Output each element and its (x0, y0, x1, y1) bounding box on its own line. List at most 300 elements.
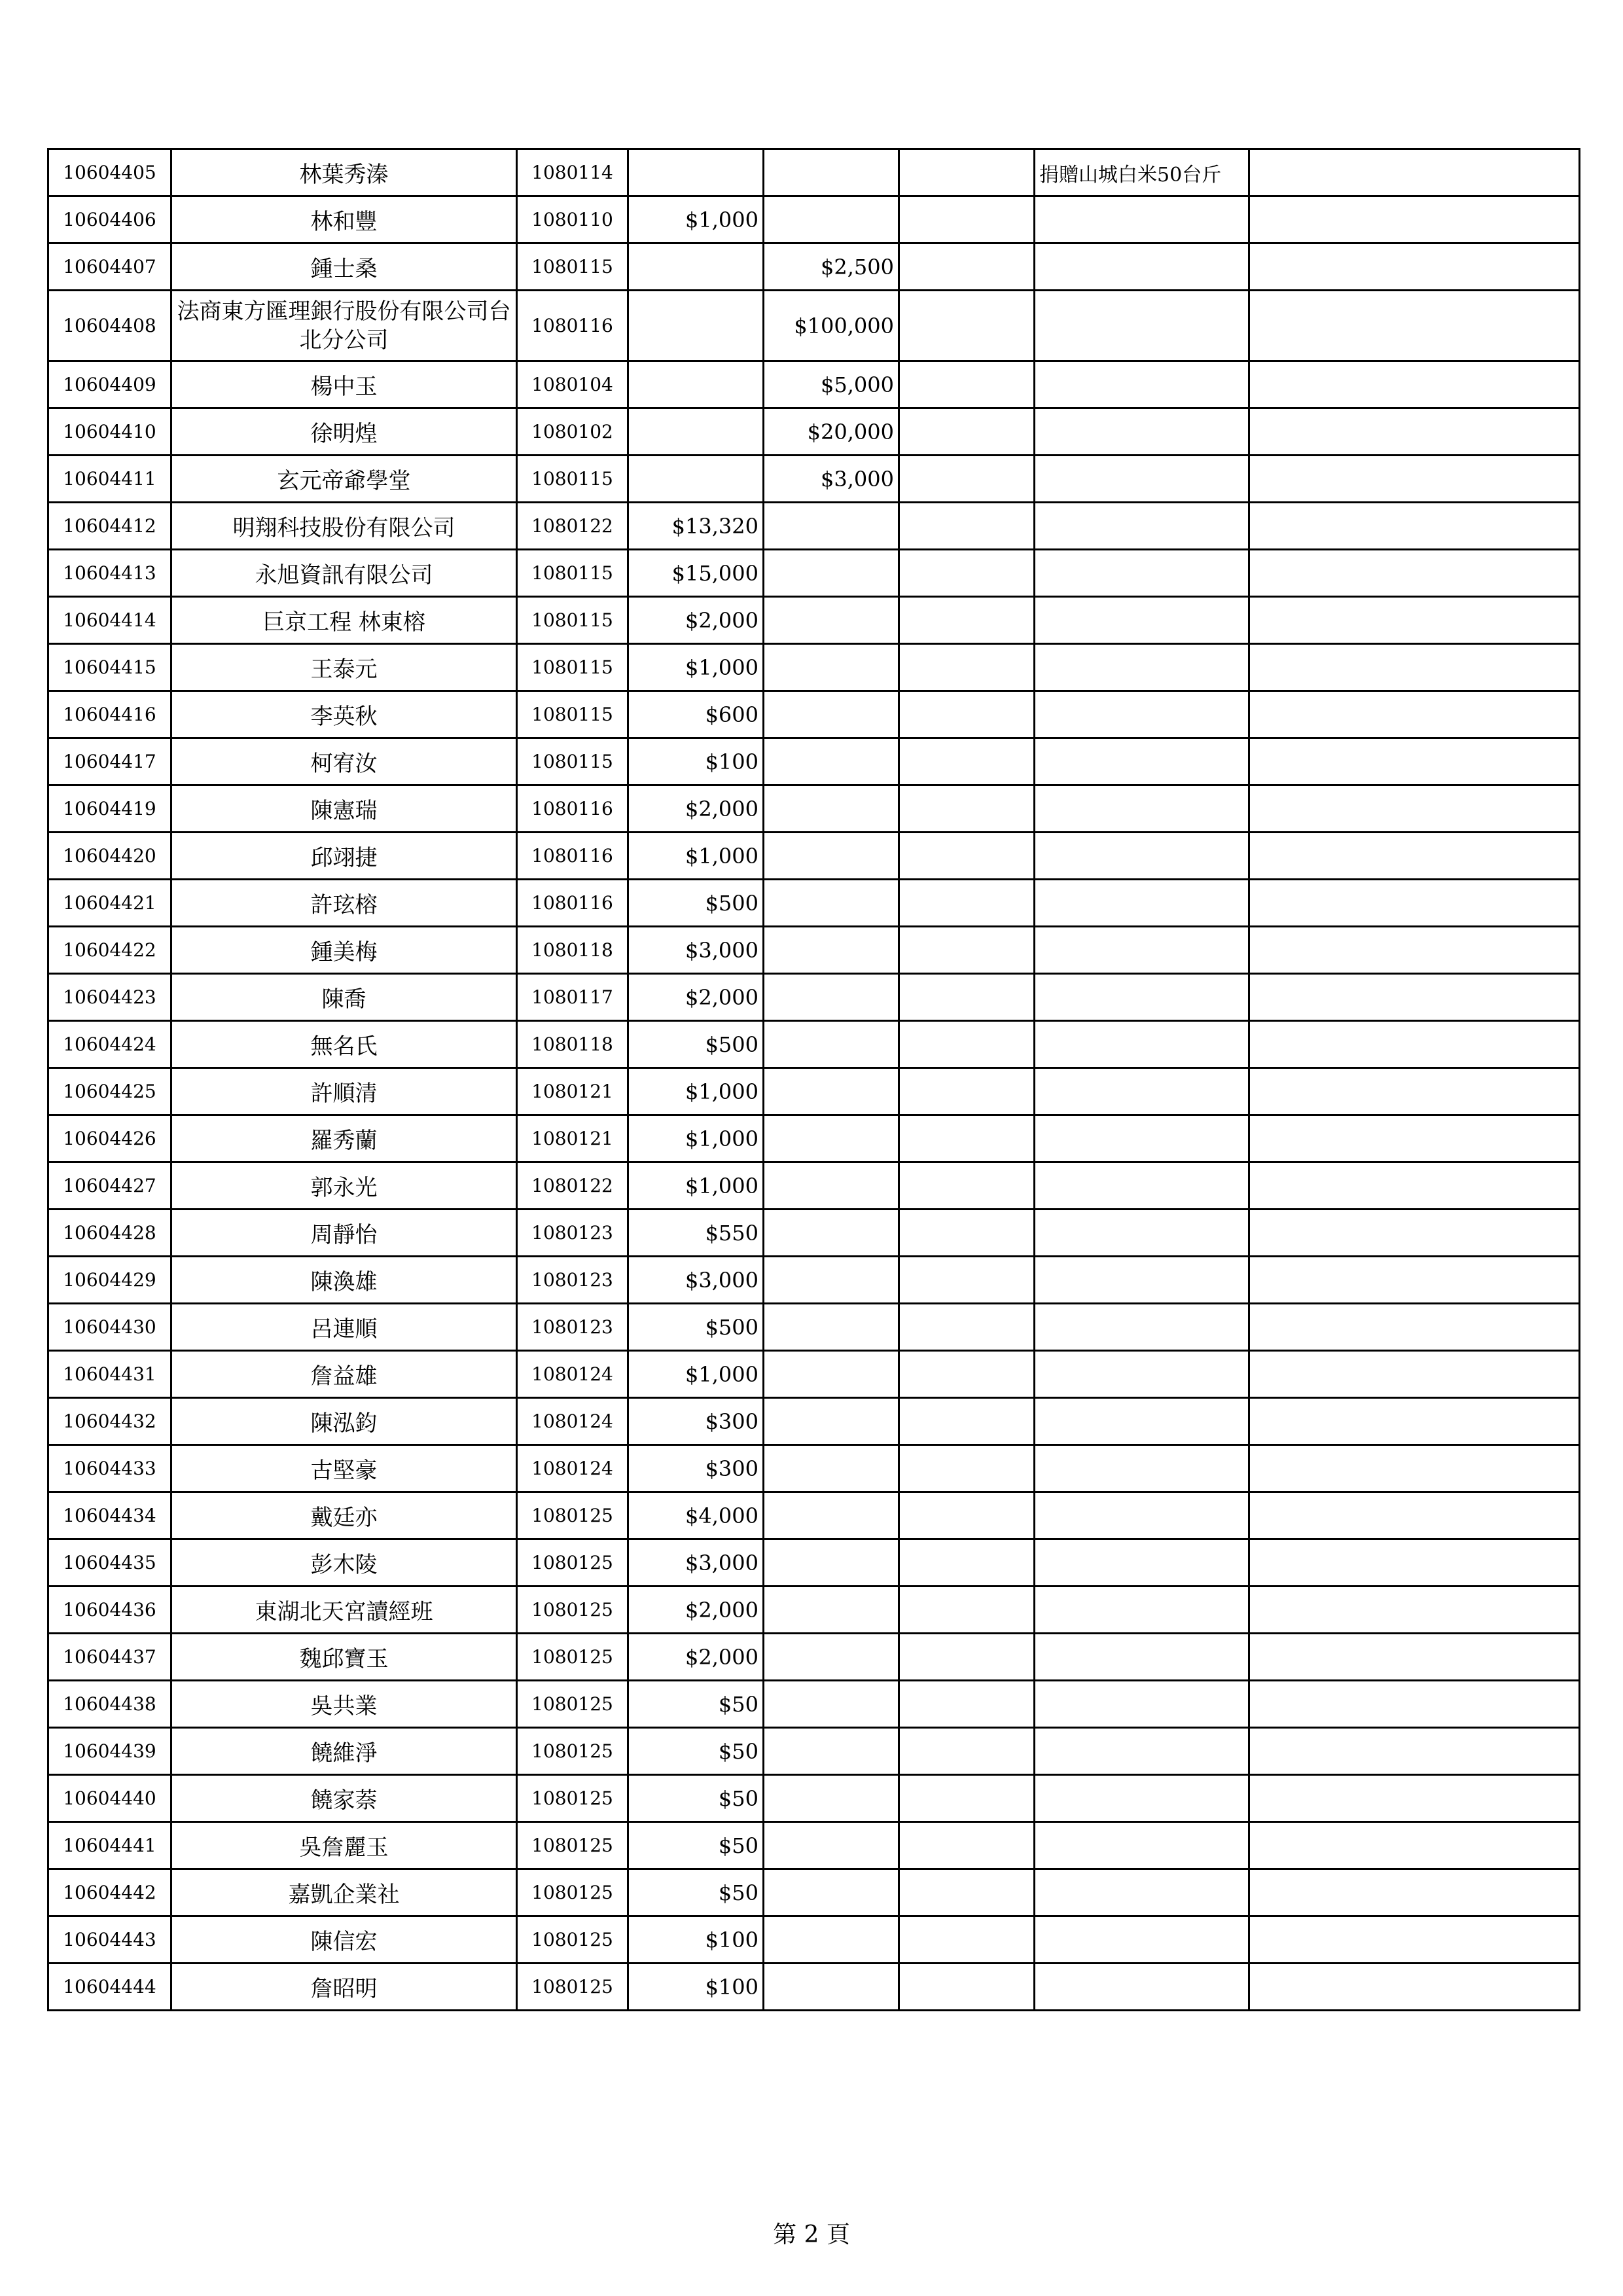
donor-name-cell: 楊中玉 (171, 361, 517, 408)
transfer-amount-cell (764, 1210, 899, 1257)
donor-name-cell: 永旭資訊有限公司 (171, 550, 517, 597)
date-cell: 1080118 (517, 927, 628, 974)
donor-id-cell: 10604420 (48, 833, 171, 880)
cash-amount-cell: $50 (628, 1869, 764, 1916)
note-cell (1035, 1115, 1249, 1162)
other-amount-cell (899, 550, 1035, 597)
cash-amount-cell: $300 (628, 1445, 764, 1492)
date-cell: 1080110 (517, 196, 628, 243)
remark-cell (1249, 243, 1580, 291)
remark-cell (1249, 880, 1580, 927)
donor-id-cell: 10604415 (48, 644, 171, 691)
transfer-amount-cell (764, 1916, 899, 1964)
note-cell (1035, 1210, 1249, 1257)
donor-name-cell: 鍾士桑 (171, 243, 517, 291)
donor-name-cell: 許玹榕 (171, 880, 517, 927)
other-amount-cell (899, 644, 1035, 691)
cash-amount-cell (628, 361, 764, 408)
donor-id-cell: 10604433 (48, 1445, 171, 1492)
note-cell (1035, 1068, 1249, 1115)
note-cell (1035, 196, 1249, 243)
date-cell: 1080125 (517, 1775, 628, 1822)
date-cell: 1080116 (517, 291, 628, 361)
table-row (48, 785, 1580, 833)
donor-id-cell: 10604430 (48, 1304, 171, 1351)
cash-amount-cell: $2,000 (628, 1587, 764, 1634)
remark-cell (1249, 1445, 1580, 1492)
table-row (48, 1021, 1580, 1068)
remark-cell (1249, 1115, 1580, 1162)
note-cell (1035, 1634, 1249, 1681)
donor-id-cell: 10604438 (48, 1681, 171, 1728)
donor-id-cell: 10604437 (48, 1634, 171, 1681)
date-cell: 1080125 (517, 1681, 628, 1728)
other-amount-cell (899, 1115, 1035, 1162)
other-amount-cell (899, 1869, 1035, 1916)
donor-name-cell: 饒維淨 (171, 1728, 517, 1775)
donor-id-cell: 10604410 (48, 408, 171, 456)
transfer-amount-cell: $2,500 (764, 243, 899, 291)
donor-name-cell: 林和豐 (171, 196, 517, 243)
note-cell (1035, 785, 1249, 833)
cash-amount-cell: $1,000 (628, 1162, 764, 1210)
note-cell (1035, 361, 1249, 408)
cash-amount-cell (628, 408, 764, 456)
cash-amount-cell: $4,000 (628, 1492, 764, 1539)
remark-cell (1249, 1822, 1580, 1869)
donor-name-cell: 古堅豪 (171, 1445, 517, 1492)
donor-id-cell: 10604442 (48, 1869, 171, 1916)
date-cell: 1080124 (517, 1445, 628, 1492)
note-cell (1035, 974, 1249, 1021)
donor-name-cell: 陳憲瑞 (171, 785, 517, 833)
table-row (48, 927, 1580, 974)
donor-id-cell: 10604407 (48, 243, 171, 291)
donor-id-cell: 10604432 (48, 1398, 171, 1445)
donor-name-cell: 玄元帝爺學堂 (171, 456, 517, 503)
cash-amount-cell (628, 243, 764, 291)
table-row (48, 1445, 1580, 1492)
transfer-amount-cell (764, 691, 899, 738)
note-cell (1035, 1492, 1249, 1539)
note-cell: 捐贈山城白米50台斤 (1035, 149, 1249, 196)
donor-name-cell: 柯宥汝 (171, 738, 517, 785)
table-row (48, 880, 1580, 927)
other-amount-cell (899, 738, 1035, 785)
date-cell: 1080125 (517, 1634, 628, 1681)
table-row (48, 149, 1580, 196)
cash-amount-cell: $100 (628, 1916, 764, 1964)
date-cell: 1080125 (517, 1916, 628, 1964)
table-row (48, 1634, 1580, 1681)
note-cell (1035, 456, 1249, 503)
table-row (48, 1587, 1580, 1634)
table-row (48, 408, 1580, 456)
other-amount-cell (899, 1539, 1035, 1587)
date-cell: 1080125 (517, 1539, 628, 1587)
date-cell: 1080116 (517, 833, 628, 880)
cash-amount-cell: $2,000 (628, 597, 764, 644)
transfer-amount-cell (764, 644, 899, 691)
table-row (48, 1964, 1580, 2011)
remark-cell (1249, 149, 1580, 196)
donor-name-cell: 巨京工程 林東榕 (171, 597, 517, 644)
transfer-amount-cell (764, 1681, 899, 1728)
date-cell: 1080123 (517, 1304, 628, 1351)
page-number: 第 2 頁 (773, 2221, 850, 2248)
table-row (48, 1822, 1580, 1869)
other-amount-cell (899, 1445, 1035, 1492)
donor-name-cell: 戴廷亦 (171, 1492, 517, 1539)
table-row (48, 1398, 1580, 1445)
other-amount-cell (899, 927, 1035, 974)
remark-cell (1249, 1257, 1580, 1304)
cash-amount-cell (628, 149, 764, 196)
transfer-amount-cell (764, 1257, 899, 1304)
donor-name-cell: 羅秀蘭 (171, 1115, 517, 1162)
transfer-amount-cell (764, 833, 899, 880)
table-row (48, 1351, 1580, 1398)
note-cell (1035, 833, 1249, 880)
other-amount-cell (899, 1068, 1035, 1115)
table-row (48, 1492, 1580, 1539)
table-row (48, 1257, 1580, 1304)
table-row (48, 833, 1580, 880)
donor-name-cell: 詹昭明 (171, 1964, 517, 2011)
transfer-amount-cell (764, 550, 899, 597)
donor-name-cell: 陳泓鈞 (171, 1398, 517, 1445)
transfer-amount-cell (764, 1775, 899, 1822)
donor-name-cell: 王泰元 (171, 644, 517, 691)
remark-cell (1249, 550, 1580, 597)
note-cell (1035, 1021, 1249, 1068)
transfer-amount-cell (764, 927, 899, 974)
cash-amount-cell: $550 (628, 1210, 764, 1257)
transfer-amount-cell: $20,000 (764, 408, 899, 456)
date-cell: 1080116 (517, 880, 628, 927)
donor-id-cell: 10604413 (48, 550, 171, 597)
cash-amount-cell: $1,000 (628, 196, 764, 243)
remark-cell (1249, 1210, 1580, 1257)
table-row (48, 1304, 1580, 1351)
donor-id-cell: 10604441 (48, 1822, 171, 1869)
transfer-amount-cell (764, 1068, 899, 1115)
other-amount-cell (899, 1210, 1035, 1257)
transfer-amount-cell (764, 1964, 899, 2011)
note-cell (1035, 597, 1249, 644)
date-cell: 1080115 (517, 243, 628, 291)
date-cell: 1080115 (517, 691, 628, 738)
transfer-amount-cell (764, 738, 899, 785)
donor-id-cell: 10604405 (48, 149, 171, 196)
donor-id-cell: 10604440 (48, 1775, 171, 1822)
note-cell (1035, 1587, 1249, 1634)
transfer-amount-cell (764, 1304, 899, 1351)
remark-cell (1249, 974, 1580, 1021)
note-cell (1035, 644, 1249, 691)
table-row (48, 1869, 1580, 1916)
other-amount-cell (899, 1916, 1035, 1964)
date-cell: 1080125 (517, 1822, 628, 1869)
table-row (48, 644, 1580, 691)
donor-name-cell: 林葉秀溱 (171, 149, 517, 196)
donor-id-cell: 10604427 (48, 1162, 171, 1210)
cash-amount-cell: $1,000 (628, 833, 764, 880)
other-amount-cell (899, 291, 1035, 361)
transfer-amount-cell (764, 1021, 899, 1068)
cash-amount-cell: $600 (628, 691, 764, 738)
table-row (48, 1681, 1580, 1728)
remark-cell (1249, 833, 1580, 880)
donor-id-cell: 10604414 (48, 597, 171, 644)
donation-table (47, 148, 1580, 2011)
remark-cell (1249, 1587, 1580, 1634)
remark-cell (1249, 1539, 1580, 1587)
table-row (48, 1068, 1580, 1115)
donor-id-cell: 10604444 (48, 1964, 171, 2011)
cash-amount-cell: $2,000 (628, 974, 764, 1021)
table-row (48, 1916, 1580, 1964)
table-row (48, 1539, 1580, 1587)
donor-id-cell: 10604419 (48, 785, 171, 833)
other-amount-cell (899, 456, 1035, 503)
note-cell (1035, 1775, 1249, 1822)
transfer-amount-cell: $3,000 (764, 456, 899, 503)
table-row (48, 503, 1580, 550)
transfer-amount-cell (764, 1539, 899, 1587)
table-row (48, 597, 1580, 644)
remark-cell (1249, 1162, 1580, 1210)
other-amount-cell (899, 149, 1035, 196)
note-cell (1035, 1351, 1249, 1398)
donor-name-cell: 嘉凱企業社 (171, 1869, 517, 1916)
transfer-amount-cell: $5,000 (764, 361, 899, 408)
donor-id-cell: 10604425 (48, 1068, 171, 1115)
donor-id-cell: 10604408 (48, 291, 171, 361)
cash-amount-cell: $100 (628, 738, 764, 785)
other-amount-cell (899, 597, 1035, 644)
other-amount-cell (899, 1021, 1035, 1068)
note-cell (1035, 1728, 1249, 1775)
date-cell: 1080118 (517, 1021, 628, 1068)
remark-cell (1249, 1869, 1580, 1916)
remark-cell (1249, 1021, 1580, 1068)
other-amount-cell (899, 880, 1035, 927)
remark-cell (1249, 644, 1580, 691)
remark-cell (1249, 1068, 1580, 1115)
cash-amount-cell (628, 456, 764, 503)
donor-name-cell: 饒家萘 (171, 1775, 517, 1822)
transfer-amount-cell (764, 1634, 899, 1681)
donor-name-cell: 詹益雄 (171, 1351, 517, 1398)
donor-id-cell: 10604443 (48, 1916, 171, 1964)
date-cell: 1080114 (517, 149, 628, 196)
remark-cell (1249, 1775, 1580, 1822)
donor-id-cell: 10604435 (48, 1539, 171, 1587)
donor-name-cell: 彭木陵 (171, 1539, 517, 1587)
cash-amount-cell: $3,000 (628, 927, 764, 974)
other-amount-cell (899, 243, 1035, 291)
table-body (48, 149, 1580, 2011)
date-cell: 1080122 (517, 503, 628, 550)
table-row (48, 1210, 1580, 1257)
remark-cell (1249, 361, 1580, 408)
donor-id-cell: 10604429 (48, 1257, 171, 1304)
note-cell (1035, 691, 1249, 738)
date-cell: 1080116 (517, 785, 628, 833)
cash-amount-cell: $50 (628, 1775, 764, 1822)
donor-name-cell: 明翔科技股份有限公司 (171, 503, 517, 550)
transfer-amount-cell (764, 597, 899, 644)
note-cell (1035, 408, 1249, 456)
date-cell: 1080115 (517, 456, 628, 503)
table-row (48, 243, 1580, 291)
donor-name-cell: 陳渙雄 (171, 1257, 517, 1304)
table-row (48, 291, 1580, 361)
donor-id-cell: 10604411 (48, 456, 171, 503)
cash-amount-cell: $3,000 (628, 1257, 764, 1304)
other-amount-cell (899, 1634, 1035, 1681)
date-cell: 1080121 (517, 1115, 628, 1162)
other-amount-cell (899, 1398, 1035, 1445)
cash-amount-cell: $50 (628, 1728, 764, 1775)
note-cell (1035, 1916, 1249, 1964)
donor-name-cell: 魏邱寶玉 (171, 1634, 517, 1681)
other-amount-cell (899, 503, 1035, 550)
date-cell: 1080117 (517, 974, 628, 1021)
other-amount-cell (899, 974, 1035, 1021)
date-cell: 1080124 (517, 1351, 628, 1398)
cash-amount-cell: $500 (628, 880, 764, 927)
remark-cell (1249, 1351, 1580, 1398)
donor-id-cell: 10604434 (48, 1492, 171, 1539)
cash-amount-cell: $2,000 (628, 785, 764, 833)
remark-cell (1249, 1916, 1580, 1964)
note-cell (1035, 738, 1249, 785)
cash-amount-cell: $1,000 (628, 644, 764, 691)
donor-id-cell: 10604436 (48, 1587, 171, 1634)
cash-amount-cell: $15,000 (628, 550, 764, 597)
donor-id-cell: 10604426 (48, 1115, 171, 1162)
remark-cell (1249, 1634, 1580, 1681)
transfer-amount-cell (764, 974, 899, 1021)
cash-amount-cell (628, 291, 764, 361)
table-row (48, 361, 1580, 408)
donor-name-cell: 陳喬 (171, 974, 517, 1021)
cash-amount-cell: $500 (628, 1304, 764, 1351)
remark-cell (1249, 503, 1580, 550)
date-cell: 1080115 (517, 597, 628, 644)
transfer-amount-cell (764, 1115, 899, 1162)
table-row (48, 974, 1580, 1021)
note-cell (1035, 503, 1249, 550)
other-amount-cell (899, 361, 1035, 408)
note-cell (1035, 1162, 1249, 1210)
remark-cell (1249, 1492, 1580, 1539)
table-row (48, 738, 1580, 785)
donor-id-cell: 10604406 (48, 196, 171, 243)
remark-cell (1249, 1304, 1580, 1351)
table-row (48, 196, 1580, 243)
remark-cell (1249, 691, 1580, 738)
table-row (48, 1728, 1580, 1775)
date-cell: 1080123 (517, 1257, 628, 1304)
remark-cell (1249, 1964, 1580, 2011)
transfer-amount-cell (764, 1445, 899, 1492)
other-amount-cell (899, 785, 1035, 833)
table-row (48, 1162, 1580, 1210)
transfer-amount-cell (764, 1398, 899, 1445)
transfer-amount-cell (764, 1587, 899, 1634)
note-cell (1035, 291, 1249, 361)
donor-name-cell: 鍾美梅 (171, 927, 517, 974)
remark-cell (1249, 927, 1580, 974)
remark-cell (1249, 785, 1580, 833)
other-amount-cell (899, 1822, 1035, 1869)
table-row (48, 550, 1580, 597)
donor-name-cell: 法商東方匯理銀行股份有限公司台北分公司 (171, 291, 517, 361)
donor-name-cell: 周靜怡 (171, 1210, 517, 1257)
donor-name-cell: 許順清 (171, 1068, 517, 1115)
cash-amount-cell: $2,000 (628, 1634, 764, 1681)
other-amount-cell (899, 1964, 1035, 2011)
table-row (48, 1775, 1580, 1822)
donor-id-cell: 10604422 (48, 927, 171, 974)
cash-amount-cell: $50 (628, 1681, 764, 1728)
date-cell: 1080125 (517, 1728, 628, 1775)
donor-id-cell: 10604416 (48, 691, 171, 738)
donor-id-cell: 10604412 (48, 503, 171, 550)
other-amount-cell (899, 1681, 1035, 1728)
note-cell (1035, 1445, 1249, 1492)
other-amount-cell (899, 1351, 1035, 1398)
remark-cell (1249, 1681, 1580, 1728)
other-amount-cell (899, 1728, 1035, 1775)
donor-name-cell: 邱翊捷 (171, 833, 517, 880)
date-cell: 1080125 (517, 1587, 628, 1634)
other-amount-cell (899, 1775, 1035, 1822)
date-cell: 1080124 (517, 1398, 628, 1445)
date-cell: 1080102 (517, 408, 628, 456)
transfer-amount-cell (764, 1351, 899, 1398)
note-cell (1035, 1964, 1249, 2011)
donor-id-cell: 10604417 (48, 738, 171, 785)
transfer-amount-cell (764, 1869, 899, 1916)
date-cell: 1080125 (517, 1492, 628, 1539)
other-amount-cell (899, 691, 1035, 738)
donor-name-cell: 郭永光 (171, 1162, 517, 1210)
cash-amount-cell: $500 (628, 1021, 764, 1068)
table-row (48, 691, 1580, 738)
date-cell: 1080104 (517, 361, 628, 408)
table-row (48, 456, 1580, 503)
note-cell (1035, 243, 1249, 291)
other-amount-cell (899, 833, 1035, 880)
transfer-amount-cell (764, 880, 899, 927)
transfer-amount-cell (764, 785, 899, 833)
note-cell (1035, 1539, 1249, 1587)
cash-amount-cell: $300 (628, 1398, 764, 1445)
other-amount-cell (899, 196, 1035, 243)
other-amount-cell (899, 408, 1035, 456)
note-cell (1035, 1681, 1249, 1728)
transfer-amount-cell (764, 1822, 899, 1869)
note-cell (1035, 1257, 1249, 1304)
donor-name-cell: 吳共業 (171, 1681, 517, 1728)
transfer-amount-cell (764, 1492, 899, 1539)
donor-name-cell: 呂連順 (171, 1304, 517, 1351)
other-amount-cell (899, 1162, 1035, 1210)
